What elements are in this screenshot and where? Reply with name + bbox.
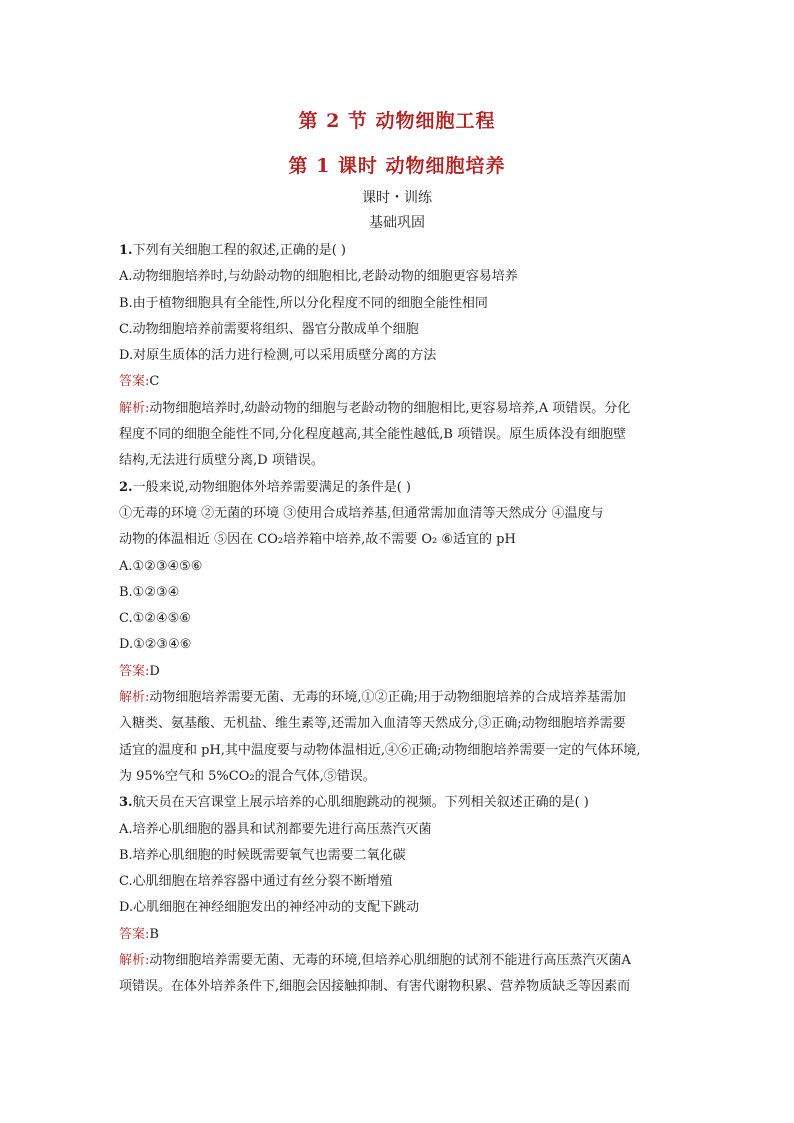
option-c: C.心肌细胞在培养容器中通过有丝分裂不断增殖 bbox=[119, 874, 393, 890]
subtitle: 课时・训练 bbox=[362, 190, 432, 206]
question-text: 航天员在天宫课堂上展示培养的心肌细胞跳动的视频。下列相关叙述正确的是( ) bbox=[132, 795, 589, 811]
question-text-line: ①无毒的环境 ②无菌的环境 ③使用合成培养基,但通常需加血清等天然成分 ④温度与 bbox=[119, 505, 604, 521]
explanation-line: 项错误。在体外培养条件下,细胞会因接触抑制、有害代谢物积累、营养物质缺乏等因素而 bbox=[119, 979, 631, 995]
explanation-line: 程度不同的细胞全能性不同,分化程度越高,其全能性越低,B 项错误。原生质体没有细胞壁 bbox=[119, 427, 627, 443]
explanation-line: 结构,无法进行质壁分离,D 项错误。 bbox=[119, 453, 324, 469]
option-d: D.心肌细胞在神经细胞发出的神经冲动的支配下跳动 bbox=[119, 900, 420, 916]
question-text-line: 动物的体温相近 ⑤因在 CO₂培养箱中培养,故不需要 O₂ ⑥适宜的 pH bbox=[119, 532, 516, 548]
explanation-line: 解析:动物细胞培养需要无菌、无毒的环境,①②正确;用于动物细胞培养的合成培养基需加 bbox=[119, 690, 626, 706]
category-heading: 基础巩固 bbox=[369, 215, 425, 231]
question-text: 一般来说,动物细胞体外培养需要满足的条件是( ) bbox=[132, 479, 411, 495]
answer bbox=[119, 369, 679, 395]
answer bbox=[119, 922, 679, 948]
option-c: C.①②④⑤⑥ bbox=[119, 611, 191, 627]
answer-value: C bbox=[149, 374, 160, 390]
question-list bbox=[119, 238, 679, 1001]
explanation-line: 入糖类、氨基酸、无机盐、维生素等,还需加入血清等天然成分,③正确;动物细胞培养需要 bbox=[119, 716, 626, 732]
option-a: A.①②③④⑤⑥ bbox=[119, 558, 203, 574]
question-stem bbox=[119, 790, 679, 816]
option-a: A.动物细胞培养时,与幼龄动物的细胞相比,老龄动物的细胞更容易培养 bbox=[119, 269, 518, 285]
answer-label: 答案: bbox=[119, 926, 150, 942]
explanation-label: 解析: bbox=[119, 400, 150, 416]
question-text: 下列有关细胞工程的叙述,正确的是( ) bbox=[132, 243, 346, 258]
answer-value: B bbox=[149, 926, 159, 942]
explanation-label: 解析: bbox=[119, 690, 150, 706]
explanation-line: 解析:动物细胞培养时,幼龄动物的细胞与老龄动物的细胞相比,更容易培养,A 项错误。分化 bbox=[119, 400, 631, 416]
explanation-line: 解析:动物细胞培养需要无菌、无毒的环境,但培养心肌细胞的试剂不能进行高压蒸汽灭菌A bbox=[119, 953, 631, 969]
answer-value: D bbox=[149, 663, 160, 679]
question-number: 2. bbox=[119, 479, 133, 495]
option-b: B.培养心肌细胞的时候既需要氧气也需要二氧化碳 bbox=[119, 847, 406, 863]
explanation-label: 解析: bbox=[119, 953, 150, 969]
question-stem bbox=[119, 475, 679, 501]
question-number: 1. bbox=[119, 243, 133, 258]
option-b: B.由于植物细胞具有全能性,所以分化程度不同的细胞全能性相同 bbox=[119, 295, 488, 311]
section-title: 第 2 节 动物细胞工程 bbox=[298, 110, 496, 132]
option-d: D.①②③④⑥ bbox=[119, 637, 192, 653]
lesson-title: 第 1 课时 动物细胞培养 bbox=[288, 155, 506, 177]
option-c: C.动物细胞培养前需要将组织、器官分散成单个细胞 bbox=[119, 321, 419, 337]
explanation-line: 为 95%空气和 5%CO₂的混合气体,⑤错误。 bbox=[119, 768, 376, 784]
explanation-line: 适宜的温度和 pH,其中温度要与动物体温相近,④⑥正确;动物细胞培养需要一定的气体环境, bbox=[119, 742, 641, 758]
answer-label: 答案: bbox=[119, 374, 150, 390]
option-b: B.①②③④ bbox=[119, 584, 180, 600]
answer bbox=[119, 659, 679, 685]
option-d: D.对原生质体的活力进行检测,可以采用质壁分离的方法 bbox=[119, 348, 437, 364]
question-stem bbox=[119, 238, 679, 264]
answer-label: 答案: bbox=[119, 663, 150, 679]
question-number: 3. bbox=[119, 795, 133, 811]
option-a: A.培养心肌细胞的器具和试剂都要先进行高压蒸汽灭菌 bbox=[119, 821, 432, 837]
